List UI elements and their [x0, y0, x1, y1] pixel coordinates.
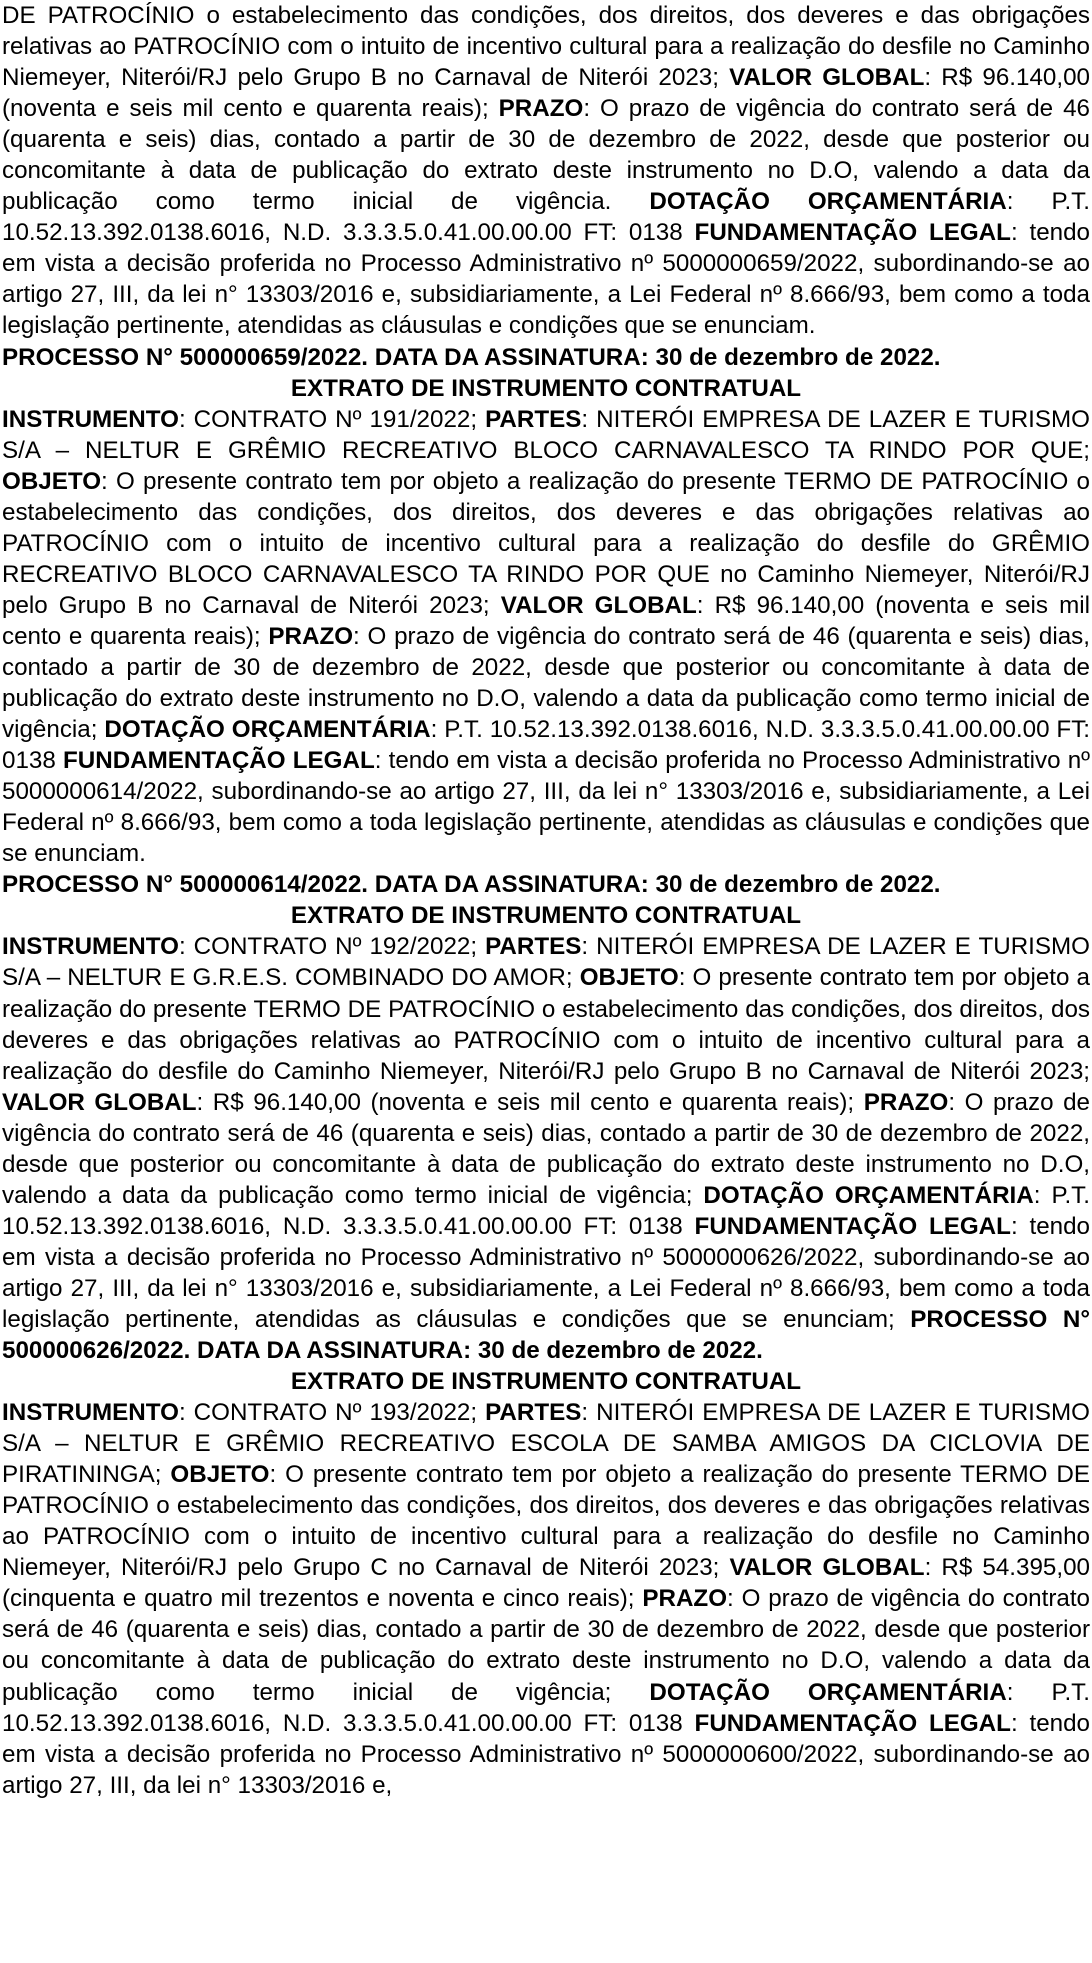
- text: : R$ 96.140,00 (noventa e seis mil cento e quarenta reais);: [196, 1088, 864, 1116]
- label-partes: PARTES: [485, 405, 582, 433]
- label-prazo: PRAZO: [863, 1088, 949, 1116]
- text: : tendo em vista a decisão proferida no Processo Administrativo nº 5000000614/2022, subordinando-se ao artigo 27, III, da lei n° 13303/2016 e, subsidiariamente, a Lei Federal nº 8.666/93, bem como a toda legislação pertinente, atendidas as cláusulas e condições que se enunciam.: [2, 747, 1090, 868]
- text: : O presente contrato tem por objeto a realização do presente TERMO DE PATROCÍNIO o estabelecimento das condições, dos direitos, dos deveres e das obrigações relativas ao PATROCÍNIO com o intuito de incentivo cultural para a realização do desfile do GRÊMIO RECREATIVO BLOCO CARNAVALESCO TA RINDO POR QUE no Caminho Niemeyer, Niterói/RJ pelo Grupo B no Carnaval de Niterói 2023;: [2, 467, 1090, 619]
- text: : NITERÓI EMPRESA DE LAZER E TURISMO S/A – NELTUR E GRÊMIO RECREATIVO ESCOLA DE SAMBA AMIGOS DA CICLOVIA DE PIRATININGA;: [2, 1399, 1090, 1489]
- label-valor-global: VALOR GLOBAL: [729, 1554, 925, 1582]
- text: : NITERÓI EMPRESA DE LAZER E TURISMO S/A – NELTUR E GRÊMIO RECREATIVO BLOCO CARNAVALESCO TA RINDO POR QUE;: [2, 405, 1090, 464]
- section-title-3: EXTRATO DE INSTRUMENTO CONTRATUAL: [290, 1368, 802, 1396]
- contract-paragraph-3: [2, 1397, 1090, 1801]
- label-valor-global: VALOR GLOBAL: [729, 64, 925, 92]
- text: : O prazo de vigência do contrato será de 46 (quarenta e seis) dias, contado a partir de 30 de dezembro de 2022, desde que posterior ou concomitante à data de publicação do extrato deste instrumento no D.O, valendo a data da publicação como termo inicial de vigência;: [2, 622, 1090, 744]
- text: : O prazo de vigência do contrato será de 46 (quarenta e seis) dias, contado a partir de 30 de dezembro de 2022, desde que posterior ou concomitante à data de publicação do extrato deste instrumento no D.O, valendo a data da publicação como termo inicial de vigência;: [2, 1585, 1091, 1706]
- label-objeto: OBJETO: [170, 1461, 270, 1489]
- label-dotacao: DOTAÇÃO ORÇAMENTÁRIA: [703, 1181, 1034, 1209]
- label-valor-global: VALOR GLOBAL: [2, 1088, 197, 1116]
- label-prazo: PRAZO: [498, 95, 584, 123]
- text: : NITERÓI EMPRESA DE LAZER E TURISMO S/A – NELTUR E G.R.E.S. COMBINADO DO AMOR;: [2, 933, 1090, 992]
- text: : CONTRATO Nº 192/2022;: [178, 933, 486, 961]
- label-fundamentacao: FUNDAMENTAÇÃO LEGAL: [63, 747, 375, 775]
- label-prazo: PRAZO: [642, 1585, 728, 1613]
- section-title-1: EXTRATO DE INSTRUMENTO CONTRATUAL: [290, 374, 802, 402]
- label-instrumento: INSTRUMENTO: [2, 405, 179, 433]
- contract-paragraph-0: [2, 0, 1090, 342]
- text: : O presente contrato tem por objeto a realização do presente TERMO DE PATROCÍNIO o estabelecimento das condições, dos direitos, dos deveres e das obrigações relativas ao PATROCÍNIO com o intuito de incentivo cultural para a realização do desfile no Caminho Niemeyer, Niterói/RJ pelo Grupo C no Carnaval de Niterói 2023;: [2, 1461, 1090, 1582]
- contract-paragraph-2: [2, 931, 1090, 1366]
- label-dotacao: DOTAÇÃO ORÇAMENTÁRIA: [649, 188, 1007, 216]
- label-instrumento: INSTRUMENTO: [2, 933, 179, 961]
- text: : P.T. 10.52.13.392.0138.6016, N.D. 3.3.3.5.0.41.00.00.00 FT: 0138: [2, 1678, 1090, 1737]
- label-instrumento: INSTRUMENTO: [2, 1399, 179, 1427]
- text: : O prazo de vigência do contrato será de 46 (quarenta e seis) dias, contado a partir de 30 de dezembro de 2022, desde que posterior ou concomitante à data de publicação do extrato deste instrumento no D.O, valendo a data da publicação como termo inicial de vigência;: [2, 1088, 1090, 1209]
- contract-paragraph-1: [2, 404, 1090, 870]
- text: : CONTRATO Nº 191/2022;: [178, 405, 486, 433]
- label-fundamentacao: FUNDAMENTAÇÃO LEGAL: [694, 1709, 1011, 1737]
- text: : R$ 96.140,00 (noventa e seis mil cento e quarenta reais);: [2, 591, 1090, 650]
- label-prazo: PRAZO: [268, 622, 354, 650]
- process-line-1: PROCESSO N° 500000614/2022. DATA DA ASSINATURA: 30 de dezembro de 2022.: [2, 871, 941, 899]
- label-fundamentacao: FUNDAMENTAÇÃO LEGAL: [694, 219, 1011, 247]
- text: : P.T. 10.52.13.392.0138.6016, N.D. 3.3.3.5.0.41.00.00.00 FT: 0138: [2, 716, 1091, 775]
- label-dotacao: DOTAÇÃO ORÇAMENTÁRIA: [649, 1678, 1007, 1706]
- text: : R$ 96.140,00 (noventa e seis mil cento e quarenta reais);: [2, 64, 1090, 123]
- text: : CONTRATO Nº 193/2022;: [178, 1399, 486, 1427]
- label-valor-global: VALOR GLOBAL: [500, 591, 697, 619]
- label-fundamentacao: FUNDAMENTAÇÃO LEGAL: [694, 1212, 1011, 1240]
- label-objeto: OBJETO: [2, 467, 102, 495]
- process-line-0: PROCESSO N° 500000659/2022. DATA DA ASSINATURA: 30 de dezembro de 2022.: [2, 343, 941, 371]
- text: : R$ 54.395,00 (cinquenta e quatro mil trezentos e noventa e cinco reais);: [2, 1554, 1091, 1613]
- text: : O presente contrato tem por objeto a realização do presente TERMO DE PATROCÍNIO o estabelecimento das condições, dos direitos, dos deveres e das obrigações relativas ao PATROCÍNIO com o intuito de incentivo cultural para a realização do desfile do Caminho Niemeyer, Niterói/RJ pelo Grupo B no Carnaval de Niterói 2023;: [2, 964, 1090, 1085]
- label-dotacao: DOTAÇÃO ORÇAMENTÁRIA: [104, 716, 431, 744]
- text: DE PATROCÍNIO o estabelecimento das condições, dos direitos, dos deveres e das obrigações relativas ao PATROCÍNIO com o intuito de incentivo cultural para a realização do desfile no Caminho Niemeyer, Niterói/RJ pelo Grupo B no Carnaval de Niterói 2023;: [2, 2, 1090, 92]
- text: : tendo em vista a decisão proferida no Processo Administrativo nº 5000000626/2022, subordinando-se ao artigo 27, III, da lei n° 13303/2016 e, subsidiariamente, a Lei Federal nº 8.666/93, bem como a toda legislação pertinente, atendidas as cláusulas e condições que se enunciam;: [2, 1212, 1091, 1333]
- text: : P.T. 10.52.13.392.0138.6016, N.D. 3.3.3.5.0.41.00.00.00 FT: 0138: [2, 1181, 1090, 1240]
- label-partes: PARTES: [485, 933, 582, 961]
- label-partes: PARTES: [485, 1399, 582, 1427]
- text: : tendo em vista a decisão proferida no Processo Administrativo nº 5000000659/2022, subordinando-se ao artigo 27, III, da lei n° 13303/2016 e, subsidiariamente, a Lei Federal nº 8.666/93, bem como a toda legislação pertinente, atendidas as cláusulas e condições que se enunciam.: [2, 219, 1091, 340]
- text: : O prazo de vigência do contrato será de 46 (quarenta e seis) dias, contado a partir de 30 de dezembro de 2022, desde que posterior ou concomitante à data de publicação do extrato deste instrumento no D.O, valendo a data da publicação como termo inicial de vigência.: [2, 95, 1090, 216]
- section-title-2: EXTRATO DE INSTRUMENTO CONTRATUAL: [290, 902, 802, 930]
- process-line-2: PROCESSO N° 500000626/2022. DATA DA ASSINATURA: 30 de dezembro de 2022.: [2, 1305, 1090, 1365]
- text: : P.T. 10.52.13.392.0138.6016, N.D. 3.3.3.5.0.41.00.00.00 FT: 0138: [2, 188, 1090, 247]
- label-objeto: OBJETO: [579, 964, 679, 992]
- text: : tendo em vista a decisão proferida no Processo Administrativo nº 5000000600/2022, subordinando-se ao artigo 27, III, da lei n° 13303/2016 e,: [2, 1709, 1091, 1799]
